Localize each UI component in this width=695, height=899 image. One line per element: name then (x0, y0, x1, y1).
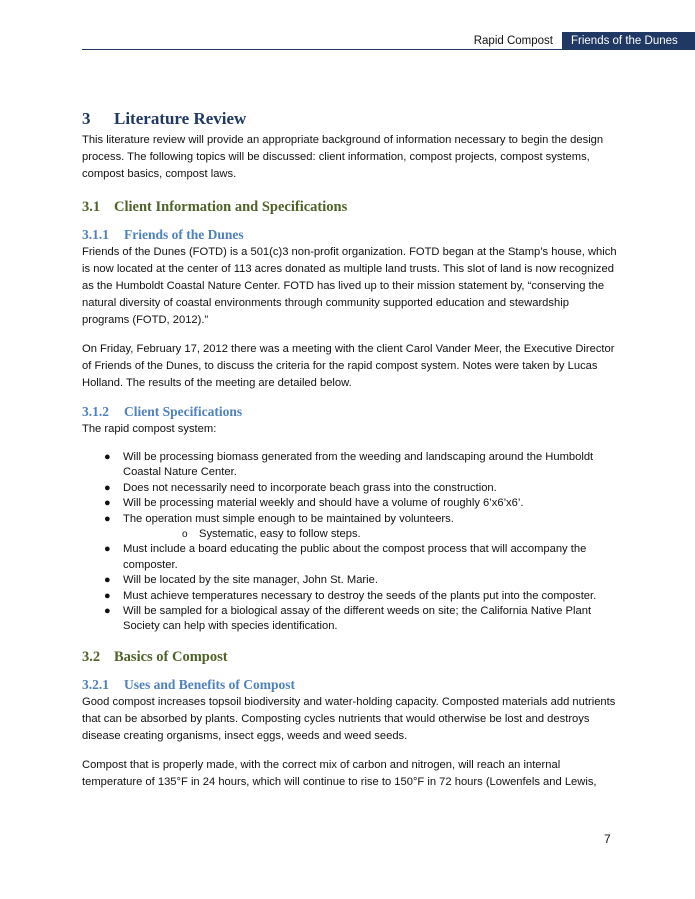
list-item-text: Must include a board educating the public about the compost process that will accompany the composter. (123, 543, 587, 571)
list-item-text: Will be processing biomass generated from the weeding and landscaping around the Humboldt Coastal Nature Center. (123, 451, 594, 479)
heading-title: Client Specifications (124, 404, 243, 419)
spec-list (82, 450, 618, 635)
heading-number: 3.1 (82, 199, 101, 215)
paragraph-meeting: On Friday, February 17, 2012 there was a meeting with the client Carol Vander Meer, the Executive Director of Friends of the Dunes, to discuss the criteria for the rapid compost system. Notes were taken by Lucas Holland. The results of the meeting are detailed below. (82, 343, 615, 389)
heading-number: 3.1.1 (82, 227, 109, 242)
paragraph-intro: This literature review will provide an appropriate background of information necessary to begin the design process. The following topics will be discussed: client information, compost projects, compost systems, compost basics, compost laws. (82, 134, 604, 180)
bullet-icon: ● (104, 497, 111, 510)
list-item (82, 481, 618, 496)
heading-literature-review (82, 108, 618, 130)
page-content (82, 108, 618, 791)
sub-list (123, 527, 618, 542)
header-doc-title: Rapid Compost (473, 35, 553, 47)
bullet-icon: ● (104, 451, 111, 463)
list-item-text: Must achieve temperatures necessary to destroy the seeds of the plants put into the composter. (123, 589, 597, 602)
heading-title: Friends of the Dunes (124, 227, 244, 242)
heading-number: 3.1.2 (82, 404, 109, 419)
heading-title: Uses and Benefits of Compost (124, 676, 296, 692)
heading-number: 3 (82, 109, 91, 128)
heading-client-specifications (82, 402, 618, 421)
heading-title: Basics of Compost (114, 648, 228, 665)
heading-title: Client Information and Specifications (114, 199, 348, 215)
page-number: 7 (604, 832, 611, 846)
sub-list-item (123, 527, 618, 542)
heading-basics-of-compost (82, 647, 618, 667)
paragraph-benefits: Good compost increases topsoil biodiversity and water-holding capacity. Composted materials add nutrients that can be absorbed by plants. Composting cycles nutrients that would otherwise be lost and destroys disease creating organisms, insect eggs, weeds and weed seeds. (82, 695, 616, 742)
list-item (82, 573, 618, 588)
list-item-text: Does not necessarily need to incorporate beach grass into the construction. (123, 481, 497, 494)
heading-uses-and-benefits (82, 675, 618, 694)
heading-client-information (82, 197, 618, 217)
bullet-icon: ● (104, 543, 111, 556)
list-item (82, 512, 618, 543)
heading-number: 3.2.1 (82, 676, 109, 692)
list-item-text: Will be processing material weekly and should have a volume of roughly 6’x6’x6’. (123, 497, 524, 510)
list-item-text: The operation must simple enough to be maintained by volunteers. (123, 512, 454, 525)
header-client-name: Friends of the Dunes (562, 32, 695, 50)
bullet-icon: ● (104, 589, 111, 602)
bullet-icon: ● (104, 605, 111, 618)
heading-number: 3.2 (82, 648, 101, 665)
heading-friends-of-the-dunes (82, 225, 618, 244)
paragraph-spec-intro: The rapid compost system: (82, 423, 217, 435)
hollow-bullet-icon: o (182, 529, 188, 541)
bullet-icon: ● (104, 512, 111, 525)
paragraph-fotd-about: Friends of the Dunes (FOTD) is a 501(c)3 non-profit organization. FOTD began at the Stamp’s house, which is now located at the center of 113 acres donated as multiple land trusts. This slot of land is now recognized as the Humboldt Coastal Nature Center. FOTD has lived up to their mission statement by, “conserving the natural diversity of coastal environments through community supported education and stewardship programs (FOTD, 2012).” (82, 246, 617, 326)
paragraph-temperature: Compost that is properly made, with the correct mix of carbon and nitrogen, will reach an internal temperature of 135°F in 24 hours, which will continue to rise to 150°F in 72 hours (Lowenfels and Lewis, (82, 758, 597, 788)
list-item (82, 542, 618, 573)
header-rule (82, 49, 695, 50)
list-item-text: Will be sampled for a biological assay of the different weeds on site; the California Native Plant Society can help with species identification. (123, 605, 592, 633)
list-item (82, 450, 618, 481)
bullet-icon: ● (104, 574, 111, 587)
list-item-text: Will be located by the site manager, John St. Marie. (123, 574, 378, 587)
list-item (82, 496, 618, 511)
running-header (474, 32, 695, 50)
sub-list-item-text: Systematic, easy to follow steps. (199, 528, 361, 541)
heading-title: Literature Review (114, 109, 247, 128)
list-item (82, 604, 618, 635)
bullet-icon: ● (104, 481, 111, 494)
list-item (82, 589, 618, 604)
